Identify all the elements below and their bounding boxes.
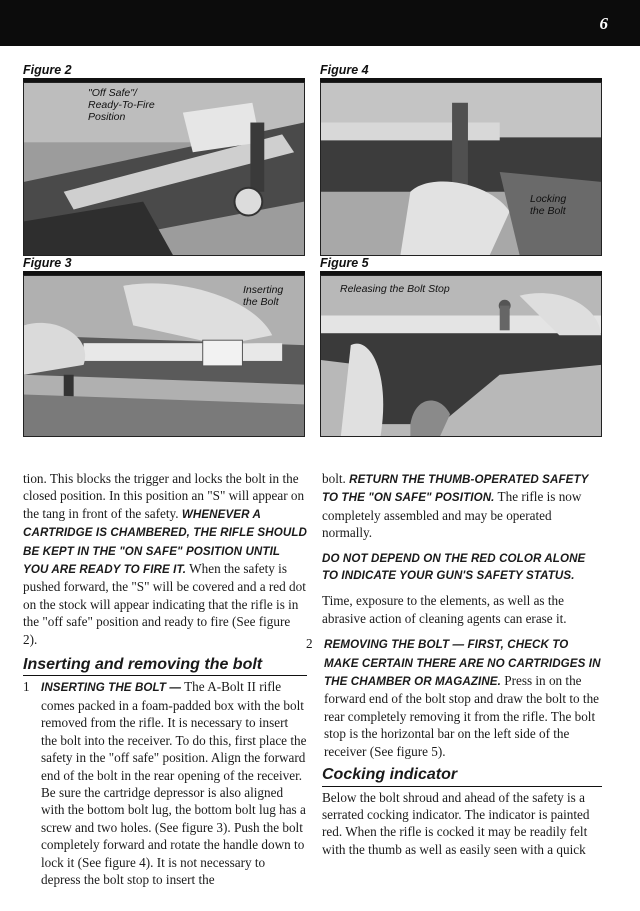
rifle-safety-photo <box>24 83 304 255</box>
figure-label: Figure 3 <box>23 256 72 270</box>
section-heading: Cocking indicator <box>322 766 602 786</box>
right-column <box>306 470 602 866</box>
figure-4 <box>320 63 602 256</box>
locking-bolt-photo <box>321 83 601 255</box>
figure-caption: Locking the Bolt <box>530 193 567 217</box>
warning-text: WHENEVER A CARTRIDGE IS CHAMBERED, THE RIFLE SHOULD BE KEPT IN THE "ON SAFE" POSITION UNTIL YOU ARE READY TO FIRE IT. <box>23 507 307 577</box>
warning-text: RETURN THE THUMB-OPERATED SAFETY TO THE "ON SAFE" POSITION. <box>322 473 589 505</box>
figure-3 <box>23 256 305 437</box>
item-title: INSERTING THE BOLT — <box>41 681 182 695</box>
figure-caption: "Off Safe"/ Ready-To-Fire Position <box>88 87 155 123</box>
item-title: REMOVING THE BOLT — FIRST, CHECK TO MAKE CERTAIN THERE ARE NO CARTRIDGES IN THE CHAMBER OR MAGAZINE. <box>324 638 601 689</box>
list-item: 2 REMOVING THE BOLT — FIRST, CHECK TO MAKE CERTAIN THERE ARE NO CARTRIDGES IN THE CHAMBER OR MAGAZINE. Press in on the forward end of the bolt stop and draw the bolt to the rear completely removing it from the rifle. The bolt stop is the horizontal bar on the left side of the receiver (See figure 5). <box>306 636 601 759</box>
item-number: 2 <box>306 636 313 652</box>
figure-2 <box>23 63 305 256</box>
item-number: 1 <box>23 679 30 695</box>
figure-photo <box>23 82 305 256</box>
paragraph: Time, exposure to the elements, as well as the abrasive action of cleaning agents can erase it. <box>322 593 567 626</box>
figure-label: Figure 5 <box>320 256 369 270</box>
warning-paragraph: DO NOT DEPEND ON THE RED COLOR ALONE TO INDICATE YOUR GUN'S SAFETY STATUS. <box>322 551 586 583</box>
paragraph: tion. This blocks the trigger and locks the bolt in the closed position. In this position an "S" will appear on the tang in front of the safety. WHENEVER A CARTRIDGE IS CHAMBERED, THE RIFLE SHOULD BE KEPT IN THE "ON SAFE" POSITION UNTIL YOU ARE READY TO FIRE IT. When the safety is pushed forward, the "S" will be covered and a red dot on the stock will appear indicating that the rifle is in the "off safe" position and ready to fire (See figure 2). <box>23 471 307 647</box>
figure-photo <box>320 82 602 256</box>
figure-label: Figure 2 <box>23 63 72 77</box>
section-heading: Inserting and removing the bolt <box>23 656 307 676</box>
header-bar <box>0 0 640 46</box>
figure-caption: Releasing the Bolt Stop <box>340 283 450 295</box>
figure-photo <box>320 275 602 437</box>
figure-label: Figure 4 <box>320 63 369 77</box>
left-column <box>23 470 307 888</box>
figure-5 <box>320 256 602 437</box>
list-item: 1 INSERTING THE BOLT — The A-Bolt II rifle comes packed in a foam-padded box with the bolt removed from the rifle. It is necessary to insert the bolt into the receiver. To do this, first place the safety in the "off safe" position. Align the forward end of the bolt in the rear opening of the receiver. Be sure the cartridge depressor is also aligned with the bottom bolt lug, the bottom bolt lug has a screw and two holes. (See figure 3). Push the bolt completely forward and rotate the handle down to lock it (See figure 4). It is not necessary to depress the bolt stop to insert the <box>23 679 307 887</box>
paragraph: bolt. RETURN THE THUMB-OPERATED SAFETY TO THE "ON SAFE" POSITION. The rifle is now completely assembled and may be operated normally. <box>322 471 589 541</box>
bolt-stop-photo <box>321 276 601 436</box>
figure-caption: Inserting the Bolt <box>243 284 284 308</box>
page-number: 6 <box>599 14 608 33</box>
paragraph: Below the bolt shroud and ahead of the safety is a serrated cocking indicator. The indicator is painted red. When the rifle is cocked it may be readily felt with the thumb as well as easily seen with a quick <box>322 789 590 857</box>
